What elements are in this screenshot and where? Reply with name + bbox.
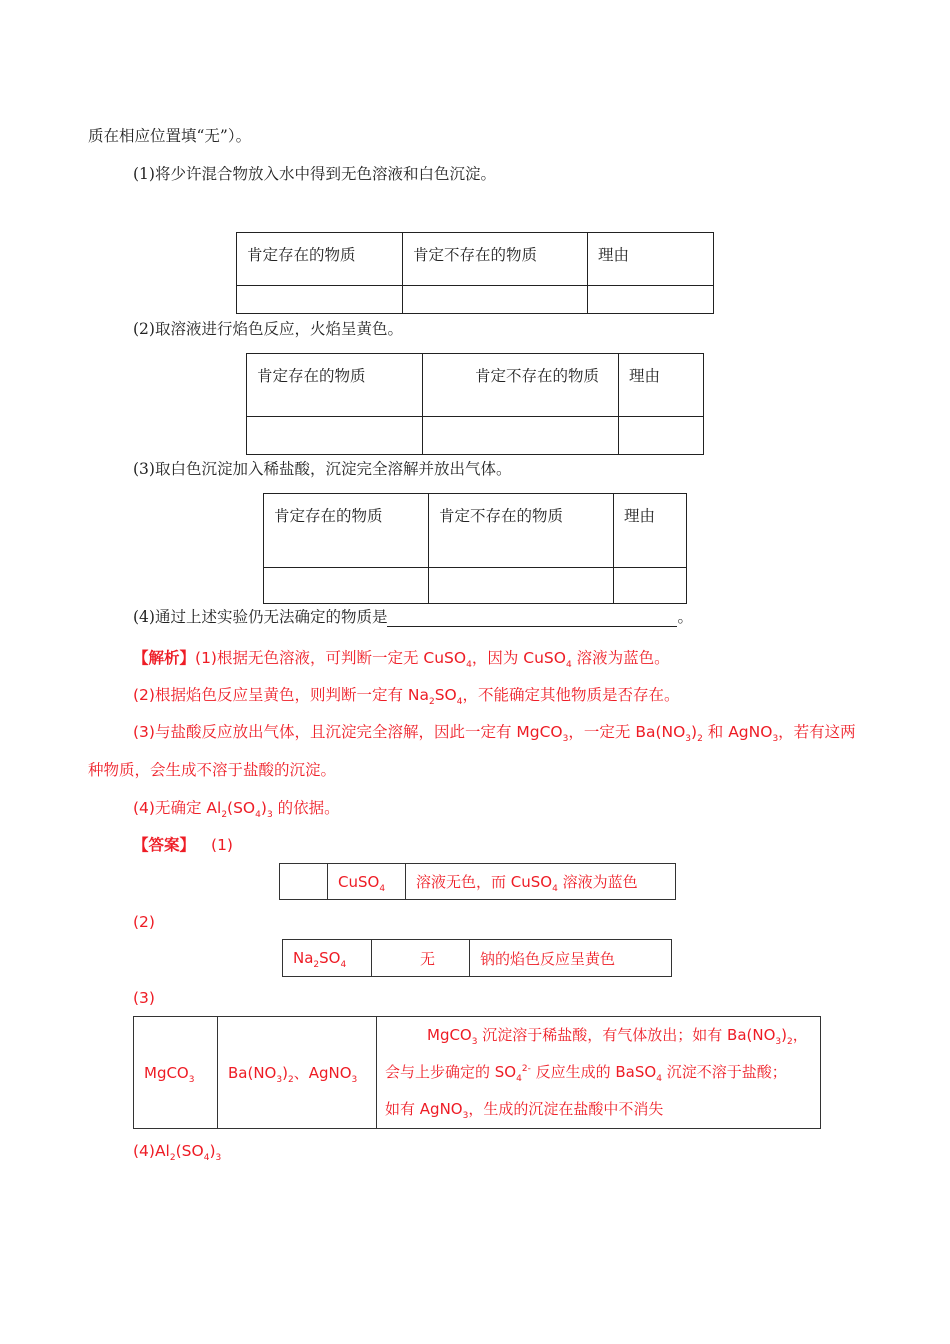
analysis-p4	[133, 798, 340, 821]
cell-not-exist	[218, 1062, 376, 1083]
blank-cell[interactable]	[247, 417, 423, 455]
intro-text: 质在相应位置填“无”）。	[88, 127, 252, 145]
question-2: (2)取溶液进行焰色反应，火焰呈黄色。	[133, 320, 403, 338]
formula: SO	[494, 1063, 517, 1081]
header-not-exist: 肯定不存在的物质	[439, 507, 564, 525]
formula: MgCO	[144, 1063, 189, 1082]
text: 会与上步确定的	[385, 1063, 495, 1081]
text: ，不能确定其他物质是否存在。	[462, 686, 680, 704]
reason-line-2	[385, 1054, 820, 1091]
subscript: 3	[188, 1074, 195, 1085]
subscript: 4	[552, 884, 558, 894]
subscript: 2	[313, 960, 320, 970]
analysis-p3-cont: 种物质，会生成不溶于盐酸的沉淀。	[88, 761, 337, 779]
subscript: 4	[203, 1153, 210, 1164]
answer-n3: (3)	[133, 989, 155, 1007]
subscript: 4	[656, 1074, 662, 1084]
formula: CuSO	[423, 649, 467, 667]
question-1: (1)将少许混合物放入水中得到无色溶液和白色沉淀。	[133, 165, 496, 183]
subscript: 3	[351, 1075, 358, 1085]
answer-table-2	[246, 353, 704, 455]
analysis-p2	[133, 685, 680, 708]
blank-cell[interactable]	[614, 568, 687, 604]
text: ，因为	[471, 649, 524, 667]
subscript: 2	[287, 1075, 294, 1085]
header-not-exist: 肯定不存在的物质	[413, 246, 538, 264]
formula: SO	[319, 949, 341, 967]
text: 如有	[385, 1100, 420, 1118]
question-4	[133, 607, 693, 627]
text: (3)与盐酸反应放出气体，且沉淀完全溶解，因此一定有	[133, 723, 517, 741]
subscript: 2	[428, 697, 435, 708]
subscript: 4	[516, 1074, 522, 1084]
answer-n4	[133, 1141, 222, 1164]
header-not-exist: 肯定不存在的物质	[475, 367, 600, 385]
formula: Al	[206, 799, 222, 817]
subscript: 3	[685, 734, 692, 745]
answer-tag: 【答案】	[133, 836, 196, 854]
blank-cell[interactable]	[423, 417, 619, 455]
formula: CuSO	[523, 649, 566, 667]
formula: )	[691, 723, 698, 741]
text: 溶液为蓝色	[557, 873, 638, 891]
text: ，一定无	[568, 723, 636, 741]
blank-cell[interactable]	[588, 286, 714, 314]
formula: (SO	[175, 1142, 204, 1160]
formula: )	[781, 1026, 787, 1044]
formula: MgCO	[427, 1026, 472, 1044]
subscript: 2	[221, 810, 228, 821]
formula: )	[260, 799, 267, 817]
cell-reason: 钠的焰色反应呈黄色	[480, 949, 616, 968]
formula: SO	[434, 686, 457, 704]
blank-cell[interactable]	[403, 286, 588, 314]
text: ，生成的沉淀在盐酸中不消失	[468, 1100, 664, 1118]
text: 溶液无色，而	[416, 873, 511, 891]
question-4-end: 。	[677, 608, 693, 626]
formula: BaSO	[615, 1063, 657, 1081]
subscript: 3	[772, 734, 779, 745]
answer-header	[133, 835, 233, 855]
text: 沉淀不溶于盐酸；	[661, 1063, 787, 1081]
answer-table-3	[263, 493, 687, 604]
subscript: 4	[456, 697, 463, 708]
fill-blank[interactable]	[387, 610, 677, 627]
text: 和	[702, 723, 729, 741]
subscript: 4	[255, 810, 261, 821]
subscript: 3	[775, 1037, 782, 1047]
text: 反应生成的	[530, 1063, 616, 1081]
formula: AgNO	[419, 1100, 463, 1118]
text: (4)无确定	[133, 799, 207, 817]
header-reason: 理由	[598, 246, 630, 264]
formula: Na	[407, 686, 429, 704]
subscript: 2	[787, 1037, 793, 1047]
text: ，	[792, 1026, 808, 1044]
cell-exist	[134, 1063, 217, 1085]
answer-result-table-3	[133, 1016, 821, 1129]
answer-table-1	[236, 232, 714, 314]
text: 的依据。	[272, 799, 340, 817]
formula: )	[282, 1064, 288, 1082]
superscript: 2-	[521, 1064, 531, 1074]
formula: Ba(NO	[727, 1026, 776, 1044]
blank-cell[interactable]	[619, 417, 704, 455]
question-4-text: (4)通过上述实验仍无法确定的物质是	[133, 608, 388, 626]
header-exist: 肯定存在的物质	[247, 246, 356, 264]
formula: MgCO	[516, 723, 563, 741]
reason-line-3	[385, 1091, 820, 1128]
subscript: 4	[466, 660, 472, 671]
text: 溶液为蓝色。	[571, 649, 670, 667]
answer-result-table-2	[282, 939, 672, 977]
cell-not-exist	[328, 872, 405, 894]
cell-reason	[377, 1017, 820, 1128]
blank-cell[interactable]	[237, 286, 403, 314]
reason-line-1	[385, 1017, 820, 1054]
subscript: 3	[462, 1111, 469, 1121]
answer-n1: (1)	[211, 836, 233, 854]
formula: CuSO	[510, 873, 553, 891]
text: (2)根据焰色反应呈黄色，则判断一定有	[133, 686, 408, 704]
formula: CuSO	[338, 872, 380, 891]
formula: 、AgNO	[293, 1064, 352, 1082]
cell-exist	[283, 949, 371, 970]
analysis-tag: 【解析】	[133, 649, 196, 667]
answer-result-table-1	[279, 863, 676, 900]
formula: (SO	[227, 799, 256, 817]
text: 沉淀溶于稀盐酸，有气体放出；如有	[477, 1026, 728, 1044]
subscript: 4	[565, 660, 572, 671]
formula: Ba(NO	[228, 1064, 277, 1082]
subscript: 3	[471, 1037, 478, 1047]
formula: Ba(NO	[635, 723, 686, 741]
formula: (4)Al	[133, 1142, 170, 1160]
subscript: 3	[562, 734, 569, 745]
cell-reason	[406, 871, 675, 892]
subscript: 4	[340, 960, 347, 970]
subscript: 3	[266, 810, 273, 821]
subscript: 2	[169, 1153, 176, 1164]
text: ，若有这两	[778, 723, 856, 741]
subscript: 3	[276, 1075, 283, 1085]
header-exist: 肯定存在的物质	[274, 507, 383, 525]
blank-cell[interactable]	[264, 568, 429, 604]
formula: Na	[293, 949, 314, 967]
subscript: 3	[215, 1153, 222, 1164]
answer-n2: (2)	[133, 913, 155, 931]
blank-cell[interactable]	[429, 568, 614, 604]
text: (1)根据无色溶液，可判断一定无	[195, 649, 424, 667]
analysis-p1	[133, 648, 670, 671]
formula: )	[209, 1142, 216, 1160]
header-reason: 理由	[629, 367, 661, 385]
header-reason: 理由	[624, 507, 656, 525]
question-3: (3)取白色沉淀加入稀盐酸，沉淀完全溶解并放出气体。	[133, 460, 512, 478]
header-exist: 肯定存在的物质	[257, 367, 366, 385]
cell-not-exist: 无	[420, 949, 436, 968]
subscript: 4	[379, 883, 386, 894]
subscript: 2	[697, 734, 703, 745]
analysis-p3	[133, 722, 856, 745]
formula: AgNO	[728, 723, 773, 741]
